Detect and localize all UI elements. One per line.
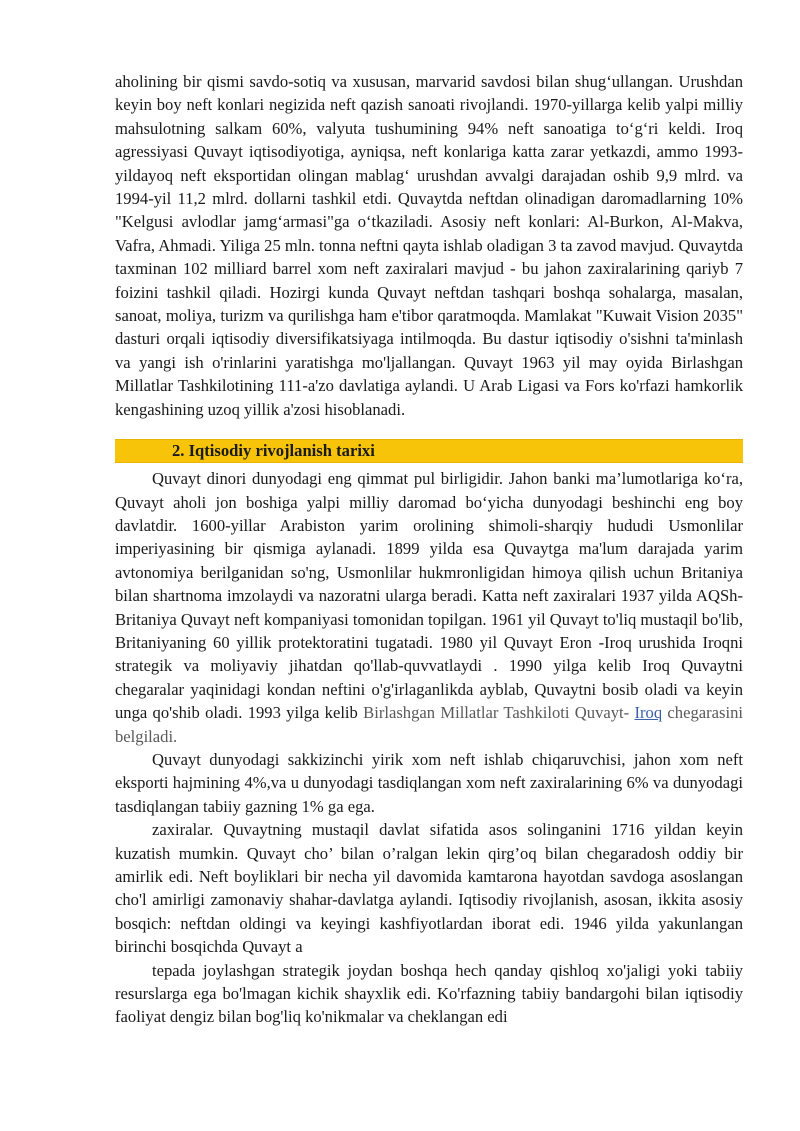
paragraph-intro: aholining bir qismi savdo-sotiq va xususan, marvarid savdosi bilan shug‘ullangan. Urushdan keyin boy neft konlari negizida neft qazish sanoati rivojlandi. 1970-yillarga kelib yalpi milliy mahsulotning salkam 60%, valyuta tushumining 94% neft sanoatiga to‘g‘ri keldi. Iroq agressiyasi Quvayt iqtisodiyotiga, ayniqsa, neft konlariga katta zarar yetkazdi, ammo 1993-yildayoq neft eksportidan olingan mablag‘ urushdan avvalgi darajadan oshib 9,9 mlrd. va 1994-yil 11,2 mlrd. dollarni tashkil etdi. Quvaytda neftdan olinadigan daromadlarning 10% "Kelgusi avlodlar jamg‘armasi"ga o‘tkaziladi. Asosiy neft konlari: Al-Burkon, Al-Makva, Vafra, Ahmadi. Yiliga 25 mln. tonna neftni qayta ishlab oladigan 3 ta zavod mavjud. Quvaytda taxminan 102 milliard barrel xom neft zaxiralari mavjud - bu jahon zaxiralarining qariyb 7 foizini tashkil qiladi. Hozirgi kunda Quvayt neftdan tashqari boshqa sohalarga, masalan, sanoat, moliya, turizm va qurilishga ham e'tibor qaratmoqda. Mamlakat "Kuwait Vision 2035" dasturi orqali iqtisodiy diversifikatsiyaga intilmoqda. Bu dastur iqtisodiy o'sishni ta'minlash va yangi ish o'rinlarini yaratishga mo'ljallangan. Quvayt 1963 yil may oyida Birlashgan Millatlar Tashkilotining 111-a'zo davlatiga aylandi. U Arab Ligasi va Fors ko'rfazi hamkorlik kengashining uzoq yillik a'zosi hisoblanadi. xyxy=(115,72,743,419)
paragraph-oil-producer: Quvayt dunyodagi sakkizinchi yirik xom neft ishlab chiqaruvchisi, jahon xom neft eksporti hajmining 4%,va u dunyodagi tasdiqlangan xom neft zaxiralarining 6% va dunyodagi tasdiqlangan tabiiy gazning 1% ga ega. xyxy=(115,749,743,816)
paragraph-history-text: Quvayt dinori dunyodagi eng qimmat pul birligidir. Jahon banki ma’lumotlariga ko‘ra, Quvayt aholi jon boshiga yalpi milliy daromad bo‘yicha dunyodagi beshinchi eng boy davlatdir. 1600-yillar Arabiston yarim orolining shimoli-sharqiy hududi Usmonlilar imperiyasining bir qismiga aylanadi. 1899 yilda esa Quvaytga ma'lum darajada yarim avtonomiya berilganidan so'ng, Usmonlilar hukmronligidan himoya qilish uchun Britaniya bilan shartnoma imzolaydi va nazoratni ularga beradi. Katta neft zaxiralari 1937 yilda AQSh-Britaniya Quvayt neft kompaniyasi tomonidan topilgan. 1961 yil Quvayt to'liq mustaqil bo'lib, Britaniyaning 60 yillik protektoratini tugatadi. 1980 yil Quvayt Eron -Iroq urushida Iroqni strategik va moliyaviy jihatdan qo'llab-quvvatlaydi . 1990 yilga kelib Iroq Quvaytni chegaralar yaqinidagi kondan neftini o'g'irlaganlikda ayblab, Quvaytni bosib oladi va keyin unga qo'shib oladi. 1993 yilga kelib xyxy=(115,469,743,723)
paragraph-reserves: zaxiralar. Quvaytning mustaqil davlat sifatida asos solinganini 1716 yildan keyin kuzatish mumkin. Quvayt cho’ bilan o’ralgan lekin qirg’oq bilan chegaradosh oddiy bir amirlik edi. Neft boyliklari bir necha yil davomida kamtarona hayotdan savdoga asoslangan cho'l amirligi zamonaviy shahar-davlatga aylandi. Iqtisodiy rivojlanish, asosan, ikkita asosiy bosqich: neftdan oldingi va keyingi kashfiyotlardan iborat edi. 1946 yilda yakunlangan birinchi bosqichda Quvayt a xyxy=(115,820,743,957)
iraq-link[interactable]: Iroq xyxy=(634,703,663,723)
paragraph-history xyxy=(115,467,743,748)
un-reference-text: Birlashgan Millatlar Tashkiloti Quvayt- xyxy=(363,703,635,723)
border-text: chegarasini belgiladi. xyxy=(115,703,743,746)
document-body xyxy=(115,70,743,1029)
section-heading: 2. Iqtisodiy rivojlanish tarixi xyxy=(115,439,743,463)
paragraph-sheikhdom: tepada joylashgan strategik joydan boshqa hech qanday qishloq xo'jaligi yoki tabiiy resurslarga ega bo'lmagan kichik shayxlik edi. Ko'rfazning tabiiy bandargohi bilan iqtisodiy faoliyat dengiz bilan bog'liq ko'nikmalar va cheklangan edi xyxy=(115,960,743,1027)
